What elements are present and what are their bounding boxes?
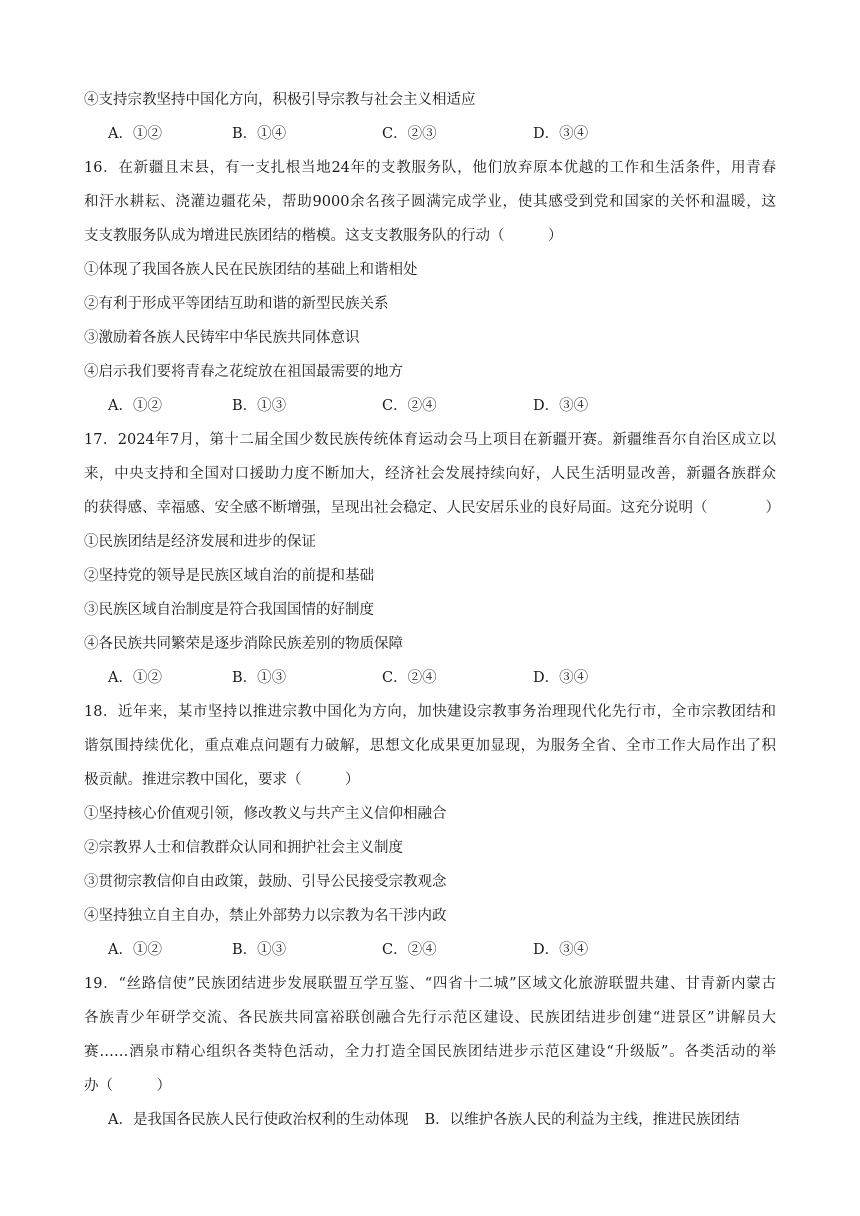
option-a: A．①②	[108, 398, 162, 414]
option-b: B．①③	[232, 670, 287, 686]
option-b: B．①③	[232, 398, 287, 414]
question-15-item-4: ④支持宗教坚持中国化方向，积极引导宗教与社会主义相适应	[84, 92, 476, 108]
question-18-item-1: ①坚持核心价值观引领，修改教义与共产主义信仰相融合	[84, 806, 447, 822]
question-19-stem-line: 赛……酒泉市精心组织各类特色活动，全力打造全国民族团结进步示范区建设“升级版”。各类活动的举	[84, 1044, 776, 1060]
question-16-options	[108, 396, 808, 416]
question-17-stem-line: 17．2024年7月，第十二届全国少数民族传统体育运动会马上项目在新疆开赛。新疆维吾尔自治区成立以	[84, 432, 776, 448]
option-a: A．①②	[108, 126, 162, 142]
question-18-stem-line: 18．近年来，某市坚持以推进宗教中国化为方向，加快建设宗教事务治理现代化先行市，全市宗教团结和	[84, 704, 776, 720]
question-16-item-3: ③激励着各族人民铸牢中华民族共同体意识	[84, 330, 360, 346]
question-18-item-3: ③贯彻宗教信仰自由政策，鼓励、引导公民接受宗教观念	[84, 874, 447, 890]
question-18-options	[108, 940, 808, 960]
option-a: A．是我国各民族人民行使政治权利的生动体现	[108, 1112, 409, 1128]
option-b: B．以维护各族人民的利益为主线，推进民族团结	[424, 1112, 740, 1128]
question-17-stem-line: 来，中央支持和全国对口援助力度不断加大，经济社会发展持续向好，人民生活明显改善，新疆各族群众	[84, 466, 776, 482]
option-c: C．②④	[382, 942, 437, 958]
question-19-stem-line: 各族青少年研学交流、各民族共同富裕联创融合先行示范区建设、民族团结进步创建“进景区”讲解员大	[84, 1010, 776, 1026]
question-18-stem-line: 谐氛围持续优化，重点难点问题有力破解，思想文化成果更加显现，为服务全省、全市工作大局作出了积	[84, 738, 776, 754]
question-16-item-2: ②有利于形成平等团结互助和谐的新型民族关系	[84, 296, 389, 312]
question-16-stem-line: 支支教服务队成为增进民族团结的楷模。这支支教服务队的行动（ ）	[84, 228, 563, 244]
option-c: C．②④	[382, 670, 437, 686]
question-18-stem-line: 极贡献。推进宗教中国化，要求（ ）	[84, 772, 360, 788]
question-18-item-4: ④坚持独立自主自办，禁止外部势力以宗教为名干涉内政	[84, 908, 447, 924]
question-16-stem-line: 16．在新疆且末县，有一支扎根当地24年的支教服务队，他们放弃原本优越的工作和生活条件，用青春	[84, 160, 776, 176]
question-17-item-1: ①民族团结是经济发展和进步的保证	[84, 534, 316, 550]
option-c: C．②③	[382, 126, 437, 142]
question-18-item-2: ②宗教界人士和信教群众认同和拥护社会主义制度	[84, 840, 403, 856]
question-19-option-row	[108, 1110, 776, 1130]
question-15-options	[108, 124, 808, 144]
question-17-stem-line: 的获得感、幸福感、安全感不断增强，呈现出社会稳定、人民安居乐业的良好局面。这充分说明（ ）	[84, 500, 780, 516]
option-a: A．①②	[108, 942, 162, 958]
question-19-stem-line: 办（ ）	[84, 1078, 171, 1094]
question-17-item-3: ③民族区域自治制度是符合我国国情的好制度	[84, 602, 374, 618]
option-d: D．③④	[533, 398, 589, 414]
option-b: B．①④	[232, 126, 287, 142]
option-b: B．①③	[232, 942, 287, 958]
question-16-item-1: ①体现了我国各族人民在民族团结的基础上和谐相处	[84, 262, 418, 278]
option-d: D．③④	[533, 126, 589, 142]
question-17-item-4: ④各民族共同繁荣是逐步消除民族差别的物质保障	[84, 636, 403, 652]
question-19-stem-line: 19．“丝路信使”民族团结进步发展联盟互学互鉴、“四省十二城”区域文化旅游联盟共建、甘青新内蒙古	[84, 976, 776, 992]
option-d: D．③④	[533, 942, 589, 958]
option-c: C．②④	[382, 398, 437, 414]
question-17-options	[108, 668, 808, 688]
question-16-stem-line: 和汗水耕耘、浇灌边疆花朵，帮助9000余名孩子圆满完成学业，使其感受到党和国家的关怀和温暖，这	[84, 194, 776, 210]
option-a: A．①②	[108, 670, 162, 686]
question-17-item-2: ②坚持党的领导是民族区域自治的前提和基础	[84, 568, 374, 584]
question-16-item-4: ④启示我们要将青春之花绽放在祖国最需要的地方	[84, 364, 403, 380]
option-d: D．③④	[533, 670, 589, 686]
